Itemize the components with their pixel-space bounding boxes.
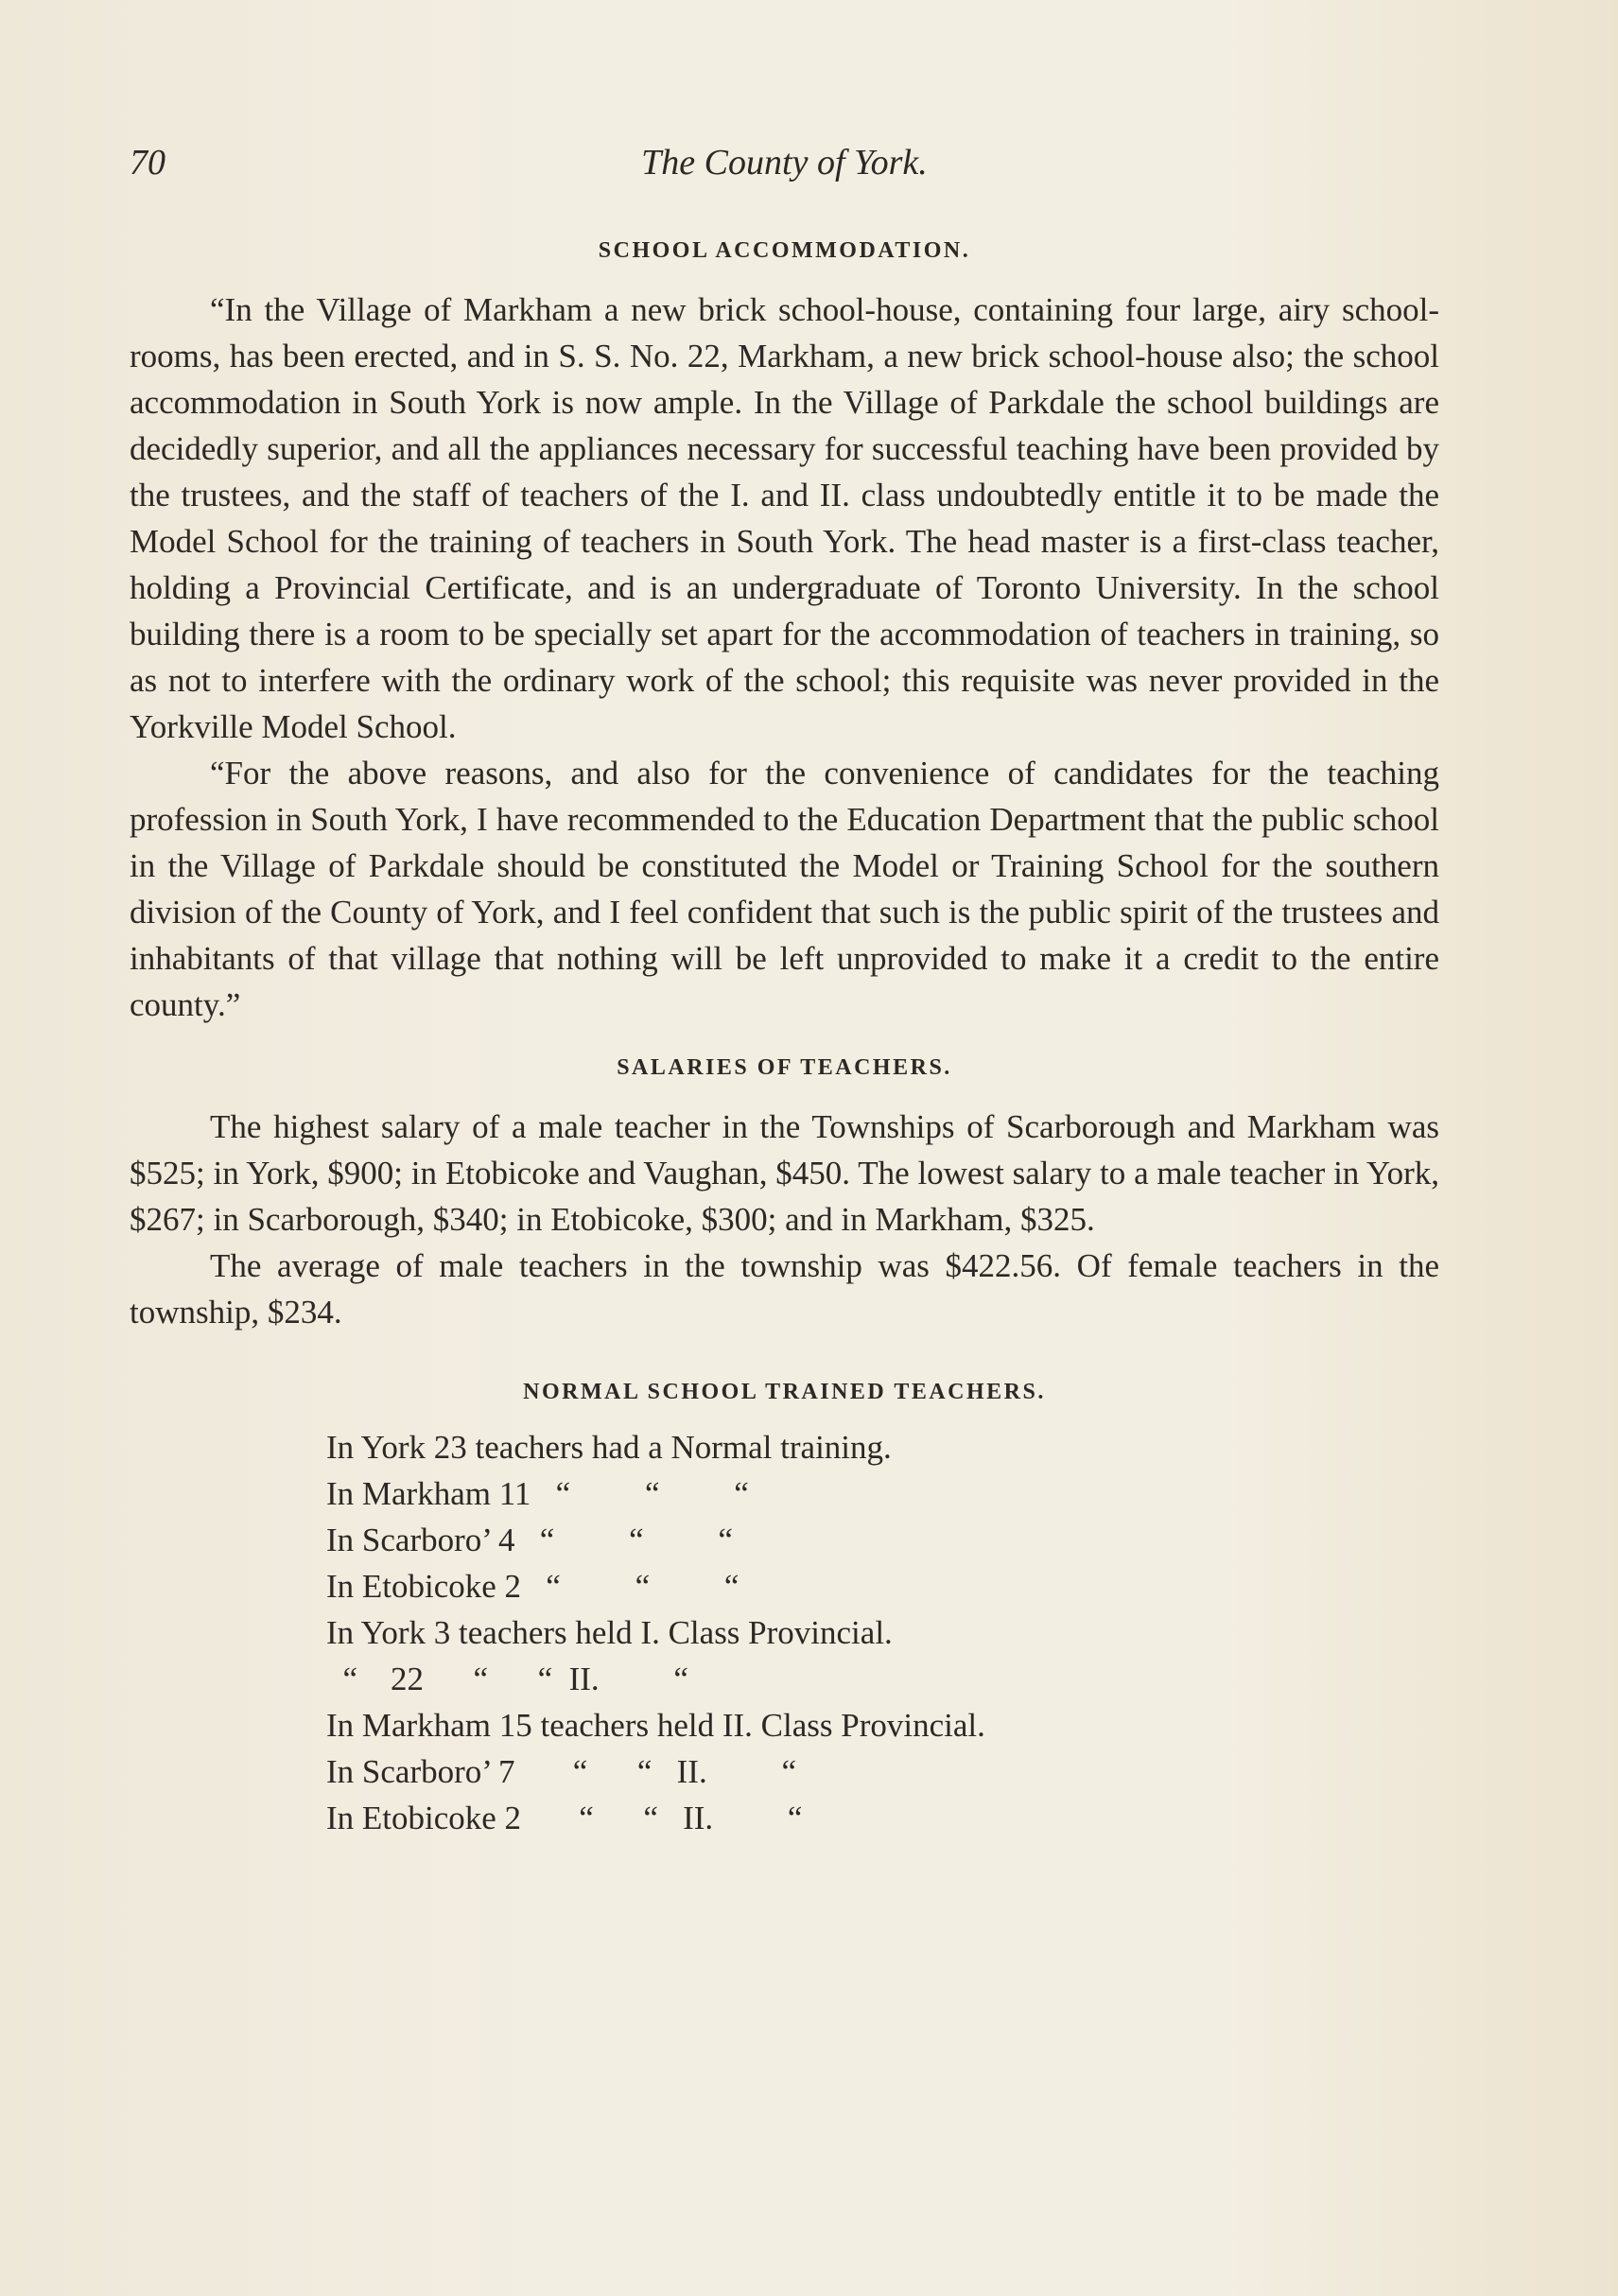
- list-line: In Etobicoke 2 “ “ “: [326, 1568, 739, 1605]
- paragraph: The average of male teachers in the township was $422.56. Of female teachers in the township, $234.: [130, 1247, 1439, 1331]
- paragraph: “In the Village of Markham a new brick school-house, containing four large, airy school-rooms, has been erected, and in S. S. No. 22, Markham, a new brick school-house also; the school accommodation in South York is now ample. In the Village of Parkdale the school buildings are decidedly superior, and all the appliances necessary for successful teaching have been provided by the trustees, and the staff of teachers of the I. and II. class undoubtedly entitle it to be made the Model School for the training of teachers in South York. The head master is a first-class teacher, holding a Provincial Certificate, and is an undergraduate of Toronto University. In the school building there is a room to be specially set apart for the accommodation of teachers in training, so as not to interfere with the ordinary work of the school; this requisite was never provided in the Yorkville Model School.: [130, 291, 1439, 745]
- paragraph: The highest salary of a male teacher in the Townships of Scarborough and Markham was $525; in York, $900; in Etobicoke and Vaughan, $450. The lowest salary to a male teacher in York, $267; in Scarborough, $340; in Etobicoke, $300; and in Markham, $325.: [130, 1108, 1439, 1238]
- page-content: [130, 232, 1439, 1841]
- list-line: In Markham 11 “ “ “: [326, 1475, 749, 1512]
- list-line: In Markham 15 teachers held II. Class Provincial.: [326, 1707, 985, 1744]
- running-title: The County of York.: [641, 143, 928, 183]
- paragraph: “For the above reasons, and also for the convenience of candidates for the teaching profession in South York, I have recommended to the Education Department that the public school in the Village of Parkdale should be constituted the Model or Training School for the southern division of the County of York, and I feel confident that such is the public spirit of the trustees and inhabitants of that village that nothing will be left unprovided to make it a credit to the entire county.”: [130, 755, 1439, 1023]
- list-line: In York 23 teachers had a Normal training.: [326, 1429, 892, 1466]
- section-heading-salaries-of-teachers: SALARIES OF TEACHERS.: [617, 1055, 952, 1080]
- list-line: In Etobicoke 2 “ “ II. “: [326, 1800, 803, 1836]
- section-heading-normal-school-trained-teachers: NORMAL SCHOOL TRAINED TEACHERS.: [523, 1380, 1046, 1404]
- trained-teachers-list: [326, 1424, 1439, 1841]
- page-number: 70: [130, 143, 165, 183]
- list-line: In York 3 teachers held I. Class Provincial.: [326, 1614, 893, 1651]
- list-line: In Scarboro’ 4 “ “ “: [326, 1522, 733, 1558]
- running-header: [130, 142, 1439, 189]
- list-line: In Scarboro’ 7 “ “ II. “: [326, 1753, 796, 1790]
- section-heading-school-accommodation: SCHOOL ACCOMMODATION.: [598, 238, 971, 263]
- list-line: “ 22 “ “ II. “: [326, 1661, 688, 1697]
